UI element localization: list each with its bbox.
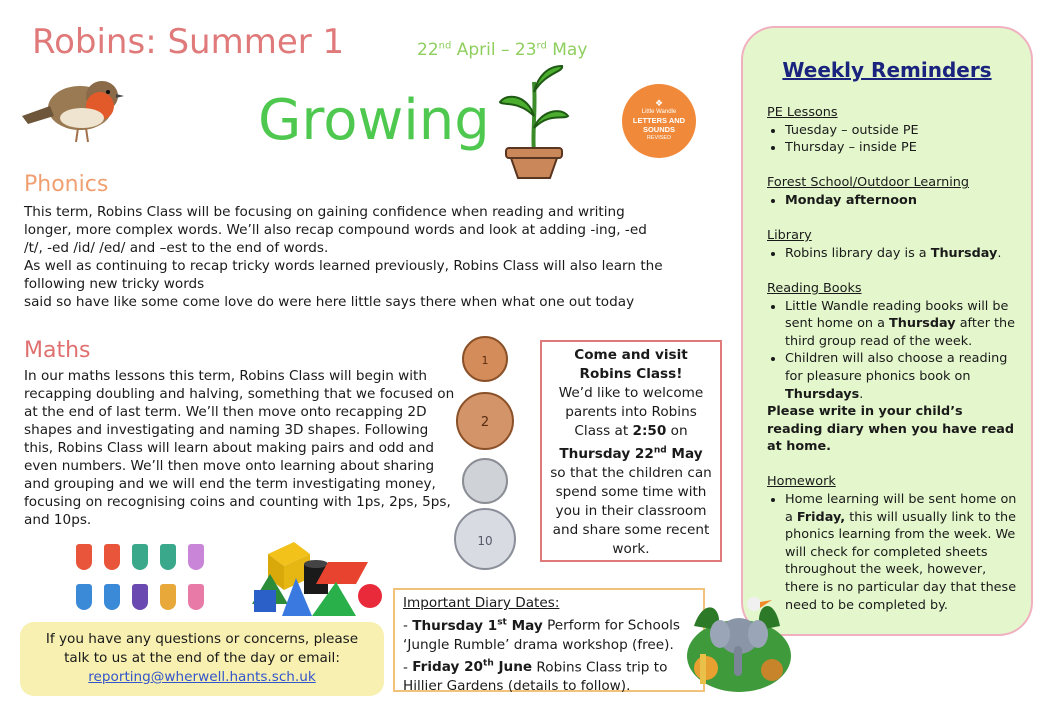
- logo-bird-icon: ❖: [654, 98, 664, 108]
- reminders-title: Weekly Reminders: [782, 58, 992, 82]
- coin-2p: 2: [456, 392, 514, 450]
- phonics-heading: Phonics: [24, 172, 109, 197]
- robin-bird-image: [20, 66, 132, 146]
- maths-heading: Maths: [24, 338, 91, 363]
- term-dates: 22nd April – 23rd May: [417, 40, 588, 60]
- visit-notice: Come and visit Robins Class! We’d like to welcome parents into Robins Class at 2:50 on Thursday 22nd May so that the children can spend some time with you in their classroom and share some recent work.: [540, 340, 722, 562]
- seedling-pot-image: [498, 62, 570, 180]
- 3d-shapes-image: [248, 534, 386, 620]
- coin-1p: 1: [462, 336, 508, 382]
- contact-email-link[interactable]: reporting@wherwell.hants.sch.uk: [88, 669, 316, 685]
- weekly-reminders-panel: [741, 26, 1033, 636]
- maths-text: In our maths lessons this term, Robins Class will begin with recapping doubling and halving, something that we focused on at the end of last term. We’ll then move onto recapping 2D shapes and investigating and naming 3D shapes. Following this, Robins Class will learn about making pairs and odd and even numbers. We’ll then move onto learning about sharing and grouping and we will end the term investigating money, focusing on recognising coins and counting with 1ps, 2ps, 5ps, and 10ps.: [24, 368, 455, 528]
- coin-5p: [462, 458, 508, 504]
- reminders-body: PE Lessons • Tuesday – outside PE • Thursday – inside PE Forest School/Outdoor Learning • Monday afternoon Library • Robins library day is a Thursday. Reading Books • Little Wandle reading books will be sent home on a Thursday after the third group read of the week. • Children will also choose a reading for pleasure phonics book on Thursdays. Please write in your child’s reading diary when you have read at home. Homework • Home learning will be sent home on a Friday, this will usually link to the phonics learning from the week. We will check for completed sheets throughout the week, however, there is no particular day that these need to be completed by.: [767, 104, 1017, 614]
- contact-box: If you have any questions or concerns, please talk to us at the end of the day or email: reporting@wherwell.hants.sch.uk: [20, 622, 384, 696]
- phonics-text: This term, Robins Class will be focusing on gaining confidence when reading and writing longer, more complex words. We’ll also recap compound words and look at adding -ing, -ed /t/, -ed /id/ /ed/ and –est to the end of words. As well as continuing to recap tricky words learned previously, Robins Class will also learn the following new tricky words said so have like some come love do were here little says there when what one out today: [24, 204, 663, 310]
- diary-dates-box: Important Diary Dates: - Thursday 1st May Perform for Schools ‘Jungle Rumble’ drama workshop (free). - Friday 20th June Robins Class trip to Hillier Gardens (details to follow).: [393, 588, 705, 692]
- page-title: Robins: Summer 1: [32, 22, 345, 62]
- coin-10p: 10: [454, 508, 516, 570]
- letters-and-sounds-logo: ❖ Little Wandle LETTERS AND SOUNDS REVISED: [622, 84, 696, 158]
- jungle-animals-image: [684, 586, 794, 696]
- socks-image: [74, 544, 214, 624]
- topic-title: Growing: [258, 88, 490, 153]
